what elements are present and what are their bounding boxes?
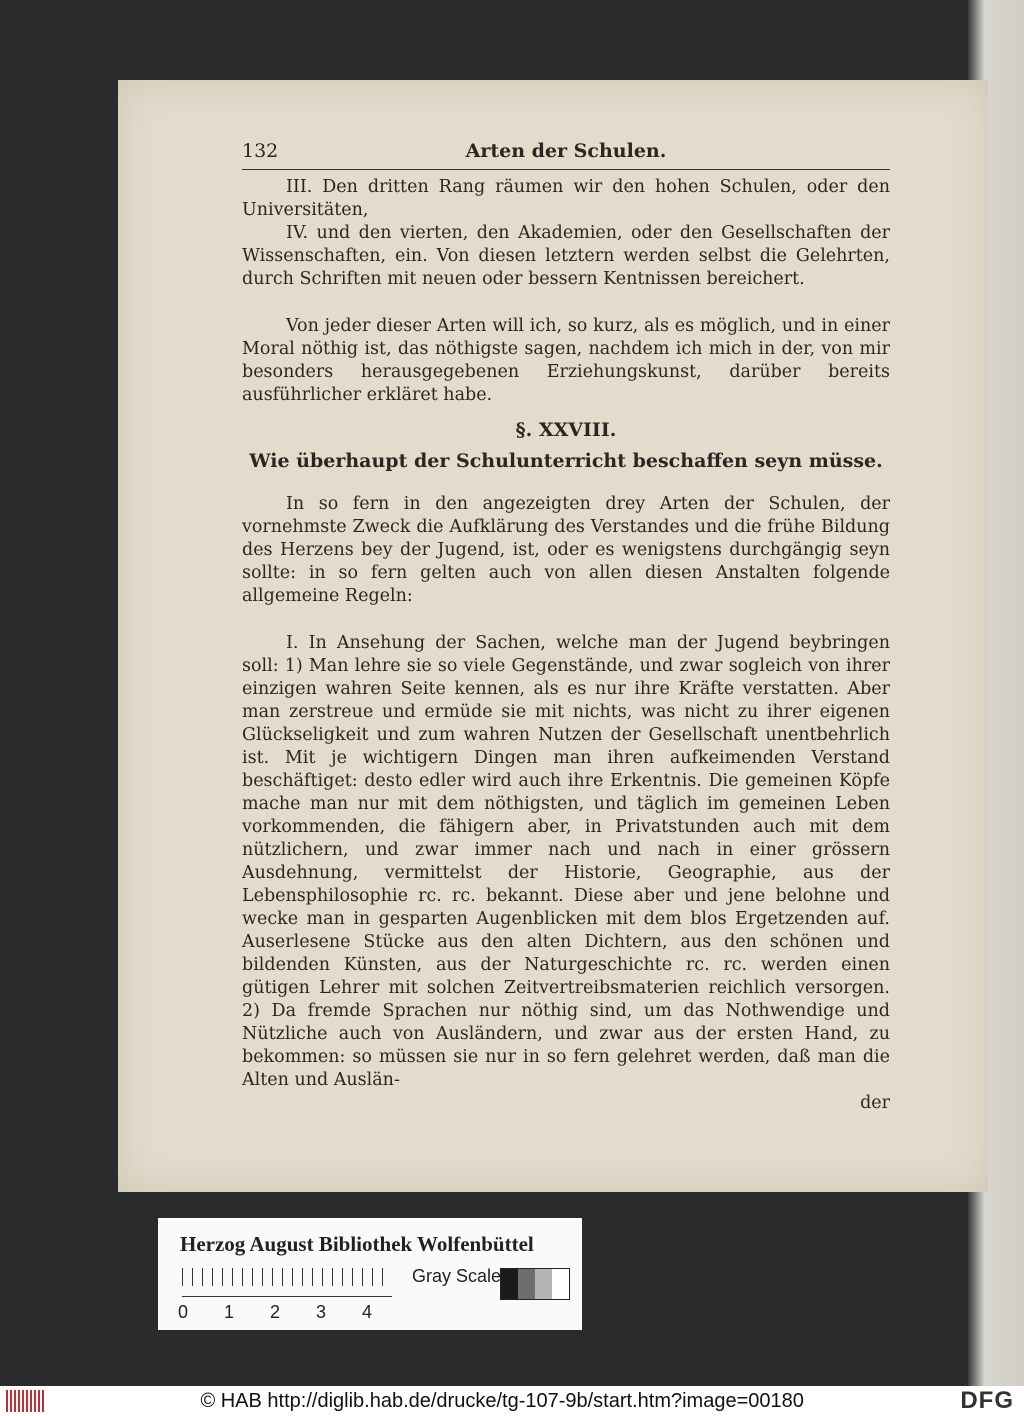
paragraph-rule-one: I. In Ansehung der Sachen, welche man der Jugend beybringen soll: 1) Man lehre sie so viele Gegenstände, und zwar sogleich von ihrer einzigen wahren Seite kennen, als es nur ihre Kräfte verstatten. Aber man zerstreue und ermüde sie mit nichts, was nicht zu ihrer eigenen Glückseligkeit und zum wahren Nutzen der Gesellschaft unentbehrlich ist. Mit je wichtigern Dingen man ihren aufkeimenden Verstand beschäftiget: desto edler wird auch ihre Erkentnis. Die gemeinen Köpfe mache man nur mit dem nöthigsten, und täglich im gemeinen Leben vorkommenden, die fähigern aber, in Privatstunden auch mit dem nützlichern, und zwar immer nach und nach in einer grössern Ausdehnung, vermittelst der Historie, Geographie, aus der Lebensphilosophie rc. rc. bekannt. Diese aber und jene belohne und wecke man in gesparten Augenblicken mit dem blos Ergetzenden auf. Auserlesene Stücke aus den alten Dichtern, aus den schönen und bildenden Künsten, aus der Naturgeschichte rc. rc. werden einen gütigen Lehrer mit solchen Zeitvertreibsmaterien reichlich versorgen. 2) Da fremde Sprachen nur nöthig sind, um das Nothwendige und Nützliche auch von Ausländern, und zwar aus der ersten Hand, zu bekommen: so müssen sie nur in so fern gelehret werden, daß man die Alten und Auslän-	[242, 633, 890, 1090]
book-page	[118, 80, 988, 1192]
scale-ruler	[182, 1268, 392, 1296]
gray-swatch	[535, 1269, 552, 1299]
gray-swatch	[552, 1269, 569, 1299]
catchword: der	[860, 1093, 890, 1113]
gray-scale-swatches	[500, 1268, 570, 1300]
ruler-number: 1	[224, 1302, 235, 1322]
page-number: 132	[242, 140, 279, 162]
ruler-numbers	[178, 1302, 408, 1323]
section-number: §. XXVIII.	[515, 419, 617, 441]
barcode-icon	[6, 1390, 44, 1412]
page-header	[242, 140, 890, 163]
paragraph-rank-four: IV. und den vierten, den Akademien, oder den Gesellschaften der Wissenschaften, ein. Von diesen letztern werden selbst die Gelehrten, durch Schriften mit neuen oder bessern Kentnissen bereichert.	[242, 223, 890, 289]
page-text-block	[242, 140, 890, 1115]
ruler-baseline	[182, 1296, 392, 1297]
library-label	[158, 1218, 582, 1330]
paragraph-intro: Von jeder dieser Arten will ich, so kurz, als es möglich, und in einer Moral nöthig ist, das nöthigste sagen, nachdem ich mich in der, von mir besonders herausgegebenen Erziehungskunst, darüber bereits ausführlicher erkläret habe.	[242, 316, 890, 405]
paragraph-general-rules: In so fern in den angezeigten drey Arten der Schulen, der vornehmste Zweck die Aufklärung des Verstandes und die frühe Bildung des Herzens bey der Jugend, ist, oder es wenigstens durchgängig seyn sollte: in so fern gelten auch von allen diesen Anstalten folgende allgemeine Regeln:	[242, 494, 890, 606]
gray-scale-label: Gray Scale	[412, 1266, 502, 1286]
copyright-url[interactable]: © HAB http://diglib.hab.de/drucke/tg-107-9b/start.htm?image=00180	[200, 1389, 804, 1412]
ruler-number: 2	[270, 1302, 281, 1322]
gray-swatch	[501, 1269, 518, 1299]
running-head: Arten der Schulen.	[465, 140, 667, 162]
dfg-logo: DFG	[960, 1387, 1014, 1414]
ruler-number: 0	[178, 1302, 189, 1322]
gray-swatch	[518, 1269, 535, 1299]
footer-bar	[0, 1386, 1024, 1416]
ruler-number: 3	[316, 1302, 327, 1322]
library-name: Herzog August Bibliothek Wolfenbüttel	[180, 1232, 534, 1256]
header-rule	[242, 169, 890, 170]
section-title: Wie überhaupt der Schulunterricht beschaffen seyn müsse.	[249, 450, 883, 472]
spacer	[242, 291, 890, 315]
paragraph-rank-three: III. Den dritten Rang räumen wir den hohen Schulen, oder den Universitäten,	[242, 177, 890, 220]
spacer	[242, 608, 890, 632]
ruler-number: 4	[362, 1302, 373, 1322]
